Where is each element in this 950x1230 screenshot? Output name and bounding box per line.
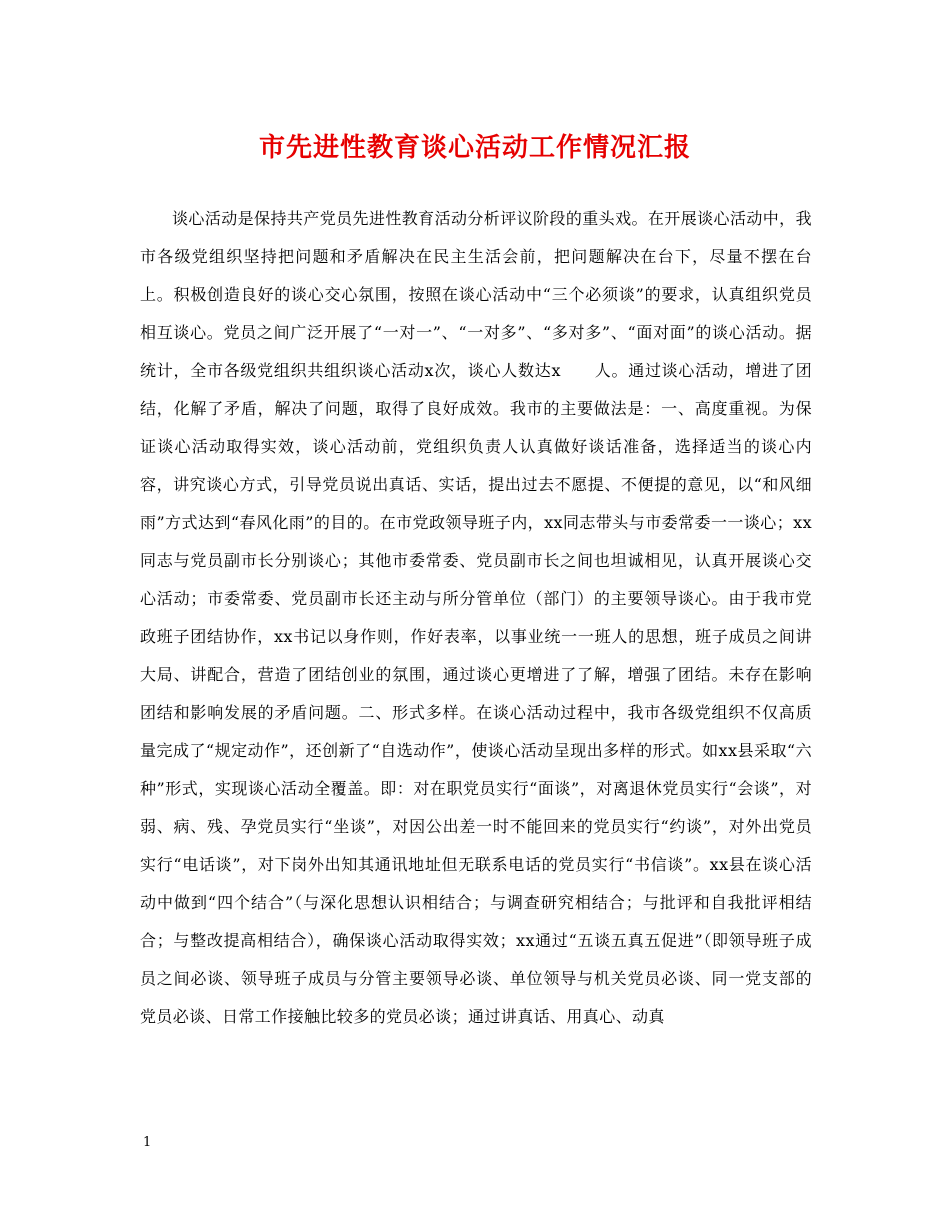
page-number: 1 xyxy=(143,1135,152,1150)
document-body-paragraph: 谈心活动是保持共产党员先进性教育活动分析评议阶段的重头戏。在开展谈心活动中，我市各级党组织坚持把问题和矛盾解决在民主生活会前，把问题解决在台下，尽量不摆在台上。积极创造良好的谈心交心氛围，按照在谈心活动中“三个必须谈”的要求，认真组织党员相互谈心。党员之间广泛开展了“一对一”、“一对多”、“多对多”、“面对面”的谈心活动。据统计，全市各级党组织共组织谈心活动x次，谈心人数达x 人。通过谈心活动，增进了团结，化解了矛盾，解决了问题，取得了良好成效。我市的主要做法是：一、高度重视。为保证谈心活动取得实效，谈心活动前，党组织负责人认真做好谈话准备，选择适当的谈心内容，讲究谈心方式，引导党员说出真话、实话，提出过去不愿提、不便提的意见，以“和风细雨”方式达到“春风化雨”的目的。在市党政领导班子内，xx同志带头与市委常委一一谈心；xx同志与党员副市长分别谈心；其他市委常委、党员副市长之间也坦诚相见，认真开展谈心交心活动；市委常委、党员副市长还主动与所分管单位（部门）的主要领导谈心。由于我市党政班子团结协作，xx书记以身作则，作好表率，以事业统一一班人的思想，班子成员之间讲大局、讲配合，营造了团结创业的氛围，通过谈心更增进了了解，增强了团结。未存在影响团结和影响发展的矛盾问题。二、形式多样。在谈心活动过程中，我市各级党组织不仅高质量完成了“规定动作”，还创新了“自选动作”，使谈心活动呈现出多样的形式。如xx县采取“六种”形式，实现谈心活动全覆盖。即：对在职党员实行“面谈”，对离退休党员实行“会谈”，对弱、病、残、孕党员实行“坐谈”，对因公出差一时不能回来的党员实行“约谈”，对外出党员实行“电话谈”，对下岗外出知其通讯地址但无联系电话的党员实行“书信谈”。xx县在谈心活动中做到“四个结合”（与深化思想认识相结合；与调查研究相结合；与批评和自我批评相结合；与整改提高相结合），确保谈心活动取得实效；xx通过“五谈五真五促进”（即领导班子成员之间必谈、领导班子成员与分管主要领导必谈、单位领导与机关党员必谈、同一党支部的党员必谈、日常工作接触比较多的党员必谈；通过讲真话、用真心、动真 xyxy=(140,209,812,1026)
document-title: 市先进性教育谈心活动工作情况汇报 xyxy=(258,133,691,163)
